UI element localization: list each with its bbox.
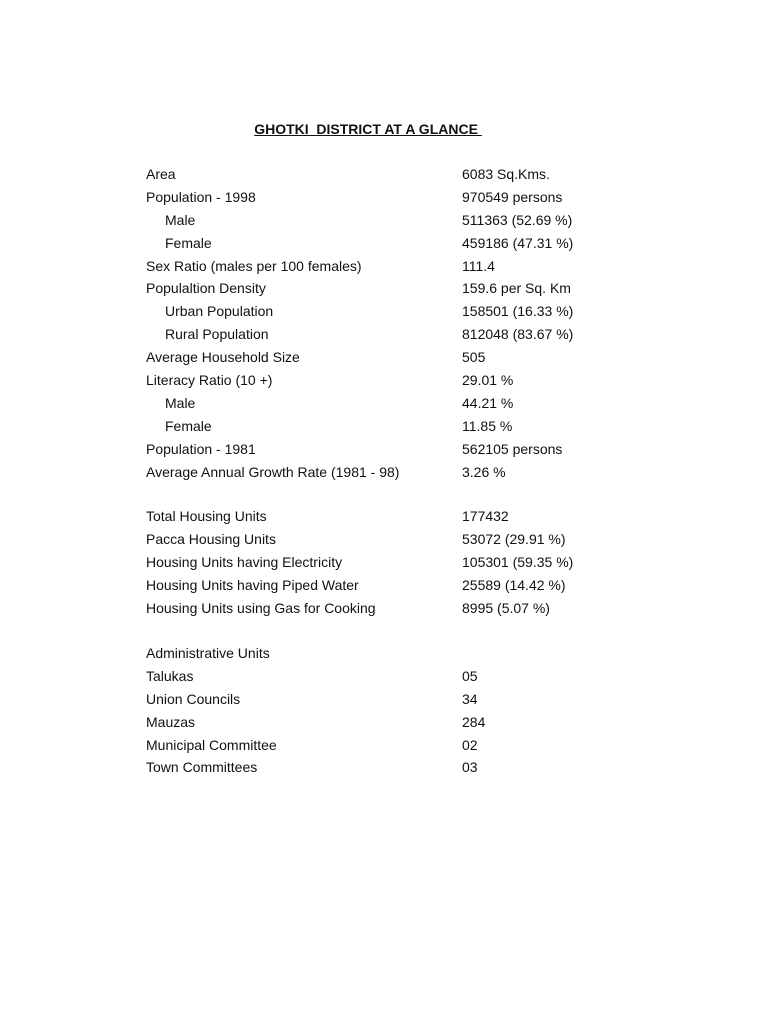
fact-value: 105301 (59.35 %) bbox=[462, 553, 574, 570]
fact-row-housing-gas-cooking bbox=[146, 597, 626, 620]
fact-label: Total Housing Units bbox=[146, 508, 267, 524]
fact-row-municipal-committee bbox=[146, 734, 626, 757]
fact-row-male-literacy bbox=[146, 392, 626, 415]
fact-label: Average Household Size bbox=[146, 349, 300, 366]
fact-label: Male bbox=[165, 394, 196, 411]
fact-label: Area bbox=[146, 166, 176, 182]
fact-row-total-housing-units bbox=[146, 505, 626, 528]
fact-value: 25589 (14.42 %) bbox=[462, 576, 566, 593]
fact-value: 29.01 % bbox=[462, 372, 514, 389]
fact-label: Population - 1998 bbox=[146, 188, 256, 205]
fact-label: Populaltion Density bbox=[146, 280, 266, 297]
fact-value: 159.6 per Sq. Km bbox=[462, 280, 571, 297]
fact-row-housing-piped-water bbox=[146, 574, 626, 597]
fact-value: 511363 (52.69 %) bbox=[462, 211, 573, 228]
fact-value: 3.26 % bbox=[462, 463, 506, 480]
fact-label: Union Councils bbox=[146, 690, 241, 707]
fact-label: Housing Units having Piped Water bbox=[146, 576, 359, 593]
fact-row-sex-ratio bbox=[146, 255, 626, 278]
fact-value: 562105 persons bbox=[462, 440, 563, 457]
fact-value: 53072 (29.91 %) bbox=[462, 530, 566, 547]
fact-label: Population - 1981 bbox=[146, 440, 256, 457]
fact-row-female-literacy bbox=[146, 415, 626, 438]
fact-label: Pacca Housing Units bbox=[146, 530, 276, 547]
fact-row-area bbox=[146, 163, 626, 186]
fact-label: Town Committees bbox=[146, 759, 258, 776]
fact-value: 158501 (16.33 %) bbox=[462, 303, 574, 320]
fact-value: 6083 Sq.Kms. bbox=[462, 166, 550, 182]
fact-row-housing-electricity bbox=[146, 551, 626, 574]
fact-row-male-population bbox=[146, 209, 626, 232]
fact-label: Mauzas bbox=[146, 713, 196, 730]
fact-label: Average Annual Growth Rate (1981 - 98) bbox=[146, 463, 400, 480]
fact-row-population-1981 bbox=[146, 438, 626, 461]
fact-row-household-size bbox=[146, 346, 626, 369]
fact-label: Urban Population bbox=[165, 303, 274, 320]
fact-value: 284 bbox=[462, 713, 486, 730]
fact-value: 05 bbox=[462, 667, 478, 684]
fact-row-town-committees bbox=[146, 756, 626, 779]
fact-label: Municipal Committee bbox=[146, 736, 277, 753]
fact-label: Male bbox=[165, 211, 196, 228]
fact-label: Talukas bbox=[146, 667, 194, 684]
fact-label: Housing Units using Gas for Cooking bbox=[146, 599, 376, 616]
fact-row-growth-rate bbox=[146, 461, 626, 484]
fact-value: 505 bbox=[462, 349, 486, 366]
fact-value: 812048 (83.67 %) bbox=[462, 326, 574, 343]
fact-value: 34 bbox=[462, 690, 478, 707]
fact-label: Female bbox=[165, 234, 212, 251]
fact-value: 11.85 % bbox=[462, 417, 513, 434]
fact-value: 177432 bbox=[462, 508, 509, 524]
fact-value: 970549 persons bbox=[462, 188, 563, 205]
fact-value: 03 bbox=[462, 759, 478, 776]
fact-value: 8995 (5.07 %) bbox=[462, 599, 550, 616]
administrative-units-heading: Administrative Units bbox=[146, 645, 270, 661]
fact-label: Female bbox=[165, 417, 212, 434]
fact-row-talukas bbox=[146, 665, 626, 688]
fact-row-literacy-ratio bbox=[146, 369, 626, 392]
fact-row-pacca-housing-units bbox=[146, 528, 626, 551]
page-title: GHOTKI DISTRICT AT A GLANCE bbox=[254, 121, 482, 137]
fact-label: Rural Population bbox=[165, 326, 269, 343]
fact-label: Literacy Ratio (10 +) bbox=[146, 372, 273, 389]
fact-row-mauzas bbox=[146, 711, 626, 734]
fact-value: 44.21 % bbox=[462, 394, 514, 411]
fact-value: 02 bbox=[462, 736, 478, 753]
fact-row-rural-population bbox=[146, 323, 626, 346]
administrative-section bbox=[146, 642, 626, 779]
fact-row-population-density bbox=[146, 277, 626, 300]
fact-label: Housing Units having Electricity bbox=[146, 553, 343, 570]
population-section bbox=[146, 163, 626, 483]
housing-section bbox=[146, 505, 626, 619]
fact-value: 111.4 bbox=[462, 257, 495, 274]
fact-row-union-councils bbox=[146, 688, 626, 711]
fact-row-population-1998 bbox=[146, 186, 626, 209]
fact-label: Sex Ratio (males per 100 females) bbox=[146, 257, 362, 274]
fact-row-urban-population bbox=[146, 300, 626, 323]
fact-value: 459186 (47.31 %) bbox=[462, 234, 574, 251]
fact-row-female-population bbox=[146, 232, 626, 255]
